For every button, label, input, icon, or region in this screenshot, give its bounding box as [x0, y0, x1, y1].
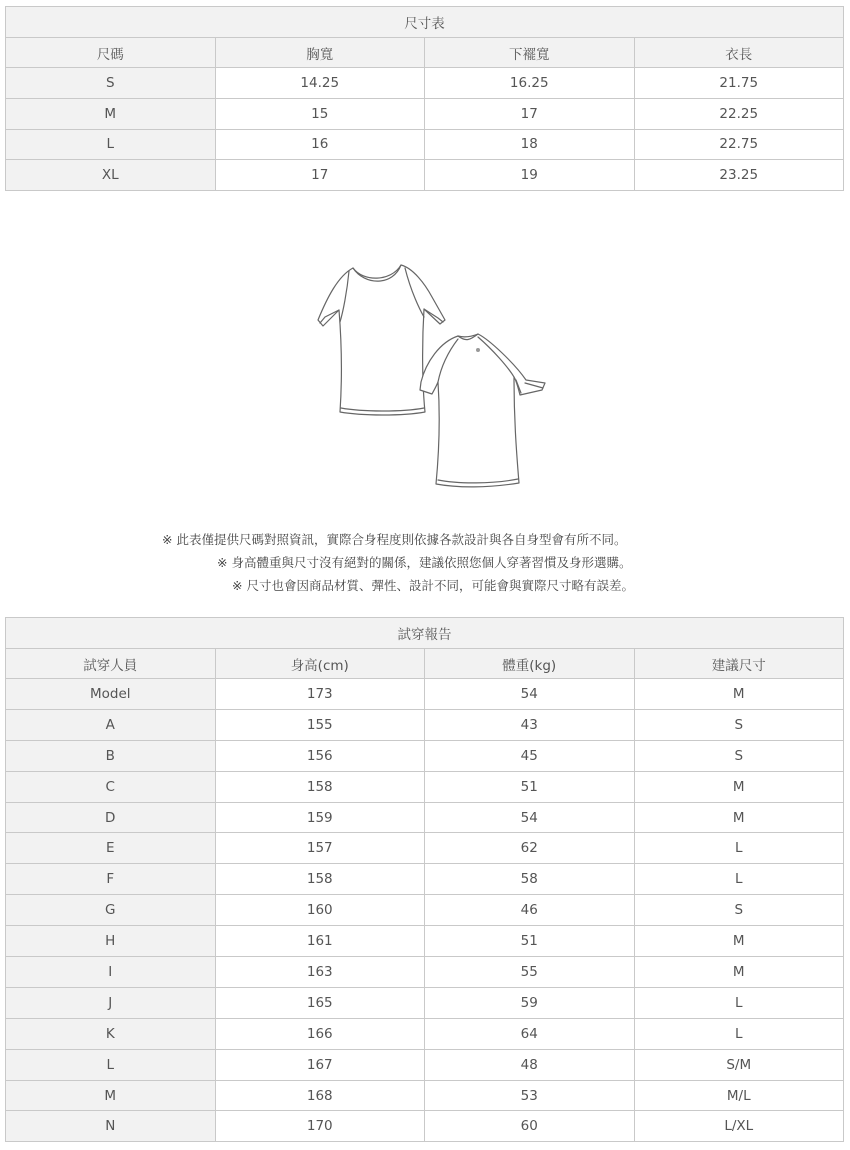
size-header-chest-width: 胸寬	[215, 38, 425, 68]
tester-cell: N	[6, 1111, 216, 1142]
weight-cell: 62	[425, 833, 635, 864]
height-cell: 163	[215, 957, 425, 988]
size-header-size: 尺碼	[6, 38, 216, 68]
size-header-hem-width: 下襬寬	[425, 38, 635, 68]
size-cell: XL	[6, 160, 216, 191]
recommended-size-cell: L	[634, 833, 844, 864]
tester-cell: I	[6, 957, 216, 988]
recommended-size-cell: S/M	[634, 1049, 844, 1080]
fit-header-weight: 體重(kg)	[425, 649, 635, 679]
length-cell: 21.75	[634, 68, 844, 99]
table-row	[6, 740, 844, 771]
tester-cell: B	[6, 740, 216, 771]
height-cell: 170	[215, 1111, 425, 1142]
table-row	[6, 987, 844, 1018]
size-cell: S	[6, 68, 216, 99]
size-chart-table	[5, 6, 844, 191]
recommended-size-cell: M	[634, 957, 844, 988]
tester-cell: A	[6, 709, 216, 740]
table-row	[6, 771, 844, 802]
size-cell: L	[6, 129, 216, 160]
tester-cell: G	[6, 895, 216, 926]
tester-cell: K	[6, 1018, 216, 1049]
table-row	[6, 864, 844, 895]
note-line: ※ 此表僅提供尺碼對照資訊，實際合身程度則依據各款設計與各自身型會有所不同。	[162, 532, 627, 547]
recommended-size-cell: L	[634, 987, 844, 1018]
height-cell: 159	[215, 802, 425, 833]
raglan-tshirt-front-back-icon	[308, 262, 548, 490]
weight-cell: 59	[425, 987, 635, 1018]
height-cell: 165	[215, 987, 425, 1018]
height-cell: 156	[215, 740, 425, 771]
chest-cell: 17	[215, 160, 425, 191]
height-cell: 161	[215, 926, 425, 957]
recommended-size-cell: L/XL	[634, 1111, 844, 1142]
chest-cell: 16	[215, 129, 425, 160]
weight-cell: 53	[425, 1080, 635, 1111]
weight-cell: 60	[425, 1111, 635, 1142]
tshirt-back-icon	[420, 334, 545, 487]
fit-header-tester: 試穿人員	[6, 649, 216, 679]
height-cell: 160	[215, 895, 425, 926]
height-cell: 173	[215, 679, 425, 710]
table-row	[6, 1111, 844, 1142]
table-row	[6, 1049, 844, 1080]
recommended-size-cell: M	[634, 679, 844, 710]
height-cell: 158	[215, 864, 425, 895]
weight-cell: 45	[425, 740, 635, 771]
tester-cell: L	[6, 1049, 216, 1080]
recommended-size-cell: S	[634, 709, 844, 740]
table-row	[6, 926, 844, 957]
fit-header-height: 身高(cm)	[215, 649, 425, 679]
tester-cell: J	[6, 987, 216, 1018]
weight-cell: 46	[425, 895, 635, 926]
recommended-size-cell: S	[634, 740, 844, 771]
height-cell: 158	[215, 771, 425, 802]
table-row	[6, 709, 844, 740]
table-row	[6, 68, 844, 99]
recommended-size-cell: S	[634, 895, 844, 926]
height-cell: 155	[215, 709, 425, 740]
recommended-size-cell: L	[634, 864, 844, 895]
table-row	[6, 160, 844, 191]
hem-cell: 18	[425, 129, 635, 160]
weight-cell: 58	[425, 864, 635, 895]
fit-header-recommended-size: 建議尺寸	[634, 649, 844, 679]
table-row	[6, 802, 844, 833]
hem-cell: 19	[425, 160, 635, 191]
table-row	[6, 129, 844, 160]
table-row	[6, 679, 844, 710]
table-row	[6, 98, 844, 129]
tester-cell: D	[6, 802, 216, 833]
hem-cell: 16.25	[425, 68, 635, 99]
weight-cell: 51	[425, 771, 635, 802]
tester-cell: H	[6, 926, 216, 957]
note-line: ※ 尺寸也會因商品材質、彈性、設計不同，可能會與實際尺寸略有誤差。	[232, 578, 634, 593]
recommended-size-cell: M/L	[634, 1080, 844, 1111]
tester-cell: M	[6, 1080, 216, 1111]
recommended-size-cell: L	[634, 1018, 844, 1049]
weight-cell: 54	[425, 802, 635, 833]
height-cell: 166	[215, 1018, 425, 1049]
tester-cell: C	[6, 771, 216, 802]
size-cell: M	[6, 98, 216, 129]
length-cell: 22.25	[634, 98, 844, 129]
chest-cell: 14.25	[215, 68, 425, 99]
weight-cell: 43	[425, 709, 635, 740]
table-row	[6, 833, 844, 864]
weight-cell: 51	[425, 926, 635, 957]
recommended-size-cell: M	[634, 926, 844, 957]
recommended-size-cell: M	[634, 802, 844, 833]
fit-report-title: 試穿報告	[6, 618, 844, 649]
hem-cell: 17	[425, 98, 635, 129]
weight-cell: 48	[425, 1049, 635, 1080]
tester-cell: E	[6, 833, 216, 864]
tester-cell: Model	[6, 679, 216, 710]
table-row	[6, 895, 844, 926]
note-line: ※ 身高體重與尺寸沒有絕對的關係，建議依照您個人穿著習慣及身形選購。	[217, 555, 632, 570]
tester-cell: F	[6, 864, 216, 895]
weight-cell: 55	[425, 957, 635, 988]
weight-cell: 64	[425, 1018, 635, 1049]
height-cell: 157	[215, 833, 425, 864]
height-cell: 167	[215, 1049, 425, 1080]
fit-report-table	[5, 617, 844, 1142]
table-row	[6, 957, 844, 988]
size-chart-title: 尺寸表	[6, 7, 844, 38]
chest-cell: 15	[215, 98, 425, 129]
recommended-size-cell: M	[634, 771, 844, 802]
table-row	[6, 1080, 844, 1111]
length-cell: 22.75	[634, 129, 844, 160]
length-cell: 23.25	[634, 160, 844, 191]
height-cell: 168	[215, 1080, 425, 1111]
size-header-length: 衣長	[634, 38, 844, 68]
table-row	[6, 1018, 844, 1049]
weight-cell: 54	[425, 679, 635, 710]
